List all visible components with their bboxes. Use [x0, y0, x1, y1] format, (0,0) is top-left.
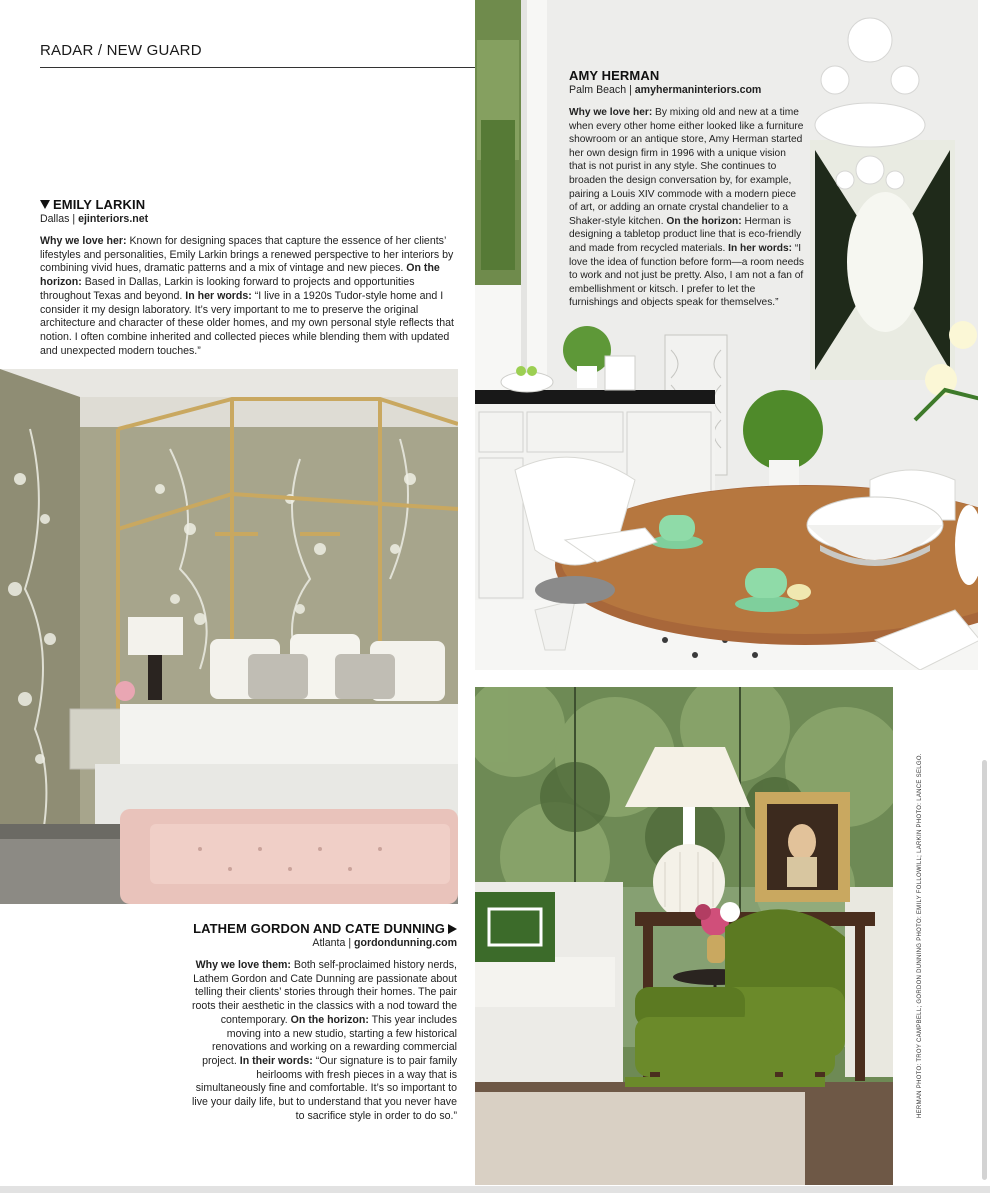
words-text: “I live in a 1920s Tudor-style home and I consider it my design laboratory. It’s very important to me to preserve the original architecture and character of these older homes, and my own personal style reflects that notion. I often combine inherited and collected pieces while blending them with updated and unexpected modern touches.”	[40, 289, 454, 357]
profile-name: AMY HERMAN	[569, 68, 660, 83]
profile-name-text: EMILY LARKIN	[53, 197, 146, 212]
triangle-right-icon	[448, 924, 457, 934]
profile-body	[569, 106, 805, 310]
profile-amy-herman	[569, 68, 805, 310]
bottom-scroll-track	[0, 1186, 990, 1193]
separator: |	[345, 937, 355, 949]
profile-location	[186, 937, 457, 950]
horizon-label: On the horizon:	[290, 1013, 369, 1026]
section-label: RADAR / NEW GUARD	[40, 42, 202, 59]
website-link[interactable]: amyhermaninteriors.com	[634, 84, 762, 96]
why-text: Both self-proclaimed history nerds, Lathem Gordon and Cate Dunning are passionate about telling their clients’ stories through their homes. The pair roots their aesthetic in the classics with a nod toward the contemporary.	[192, 959, 457, 1026]
profile-name-text: LATHEM GORDON AND CATE DUNNING	[193, 921, 445, 936]
profile-location	[569, 84, 805, 97]
vertical-scrollbar[interactable]	[982, 760, 987, 1180]
location-text: Atlanta	[312, 937, 346, 949]
why-label: Why we love her:	[40, 235, 127, 247]
location-text: Dallas	[40, 213, 70, 225]
website-link[interactable]: ejinteriors.net	[78, 213, 149, 225]
horizon-text: Based in Dallas, Larkin is looking forward to projects and opportunities throughout Texas and beyond.	[40, 276, 415, 302]
section-rule	[40, 67, 475, 68]
why-text: By mixing old and new at a time when every other home either looked like a furniture showroom or an antique store, Amy Herman started her own design firm in 1996 with a unique vision that is not purist in any style. She continues to broaden the design conversation by, for example, pairing a Louis XIV commode with a modern piece of art, or adding an ornate crystal chandelier to a Shaker-style kitchen.	[569, 107, 804, 227]
separator: |	[626, 84, 635, 96]
photo-emily-larkin-bedroom	[0, 369, 458, 904]
why-label: Why we love her:	[569, 107, 653, 118]
why-text: Known for designing spaces that capture the essence of her clients’ lifestyles and personalities, Emily Larkin brings a renewed perspective to her interiors by combining vivid hues, dramatic patterns and a mix of vintage and new pieces.	[40, 235, 454, 275]
profile-location	[40, 213, 460, 226]
profile-body	[40, 235, 460, 358]
words-label: In her words:	[728, 242, 793, 254]
horizon-text: Herman is designing a tabletop product line that is eco-friendly and made from recycled materials.	[569, 215, 802, 254]
horizon-text: This year includes moving into a new studio, starting a few historical renovations and working on a rewarding commercial project.	[202, 1013, 457, 1067]
horizon-label: On the horizon:	[40, 262, 440, 289]
profile-body	[186, 959, 457, 1123]
profile-emily-larkin	[40, 197, 460, 358]
photo-gordon-dunning-living-room	[475, 687, 893, 1185]
separator: |	[69, 213, 79, 225]
website-link[interactable]: gordondunning.com	[354, 937, 457, 949]
words-label: In her words:	[185, 289, 252, 302]
profile-name	[40, 197, 460, 213]
triangle-down-icon	[40, 200, 50, 209]
words-text: “I love the idea of function before form—a room needs to work and not just be pretty. Also, I am not a fan of embellishment or kitsch. I prefer to let the furnishings and objects speak for themselves.”	[569, 242, 805, 309]
horizon-label: On the horizon:	[666, 215, 742, 227]
profile-name	[186, 921, 457, 937]
why-label: Why we love them:	[195, 959, 291, 971]
words-text: “Our signature is to pair family heirlooms with fresh pieces in a way that is simultaneously fine and comfortable. It’s so important to live your daily life, but to understand that you never have to sacrifice style in order to do so.”	[191, 1054, 457, 1122]
location-text: Palm Beach	[569, 84, 627, 96]
profile-gordon-dunning	[186, 921, 457, 1123]
words-label: In their words:	[239, 1054, 313, 1067]
photo-credit: HERMAN PHOTO: TROY CAMPBELL; GORDON DUNNING PHOTO: EMILY FOLLOWILL; LARKIN PHOTO: LANCE SELGO.	[917, 753, 923, 1118]
